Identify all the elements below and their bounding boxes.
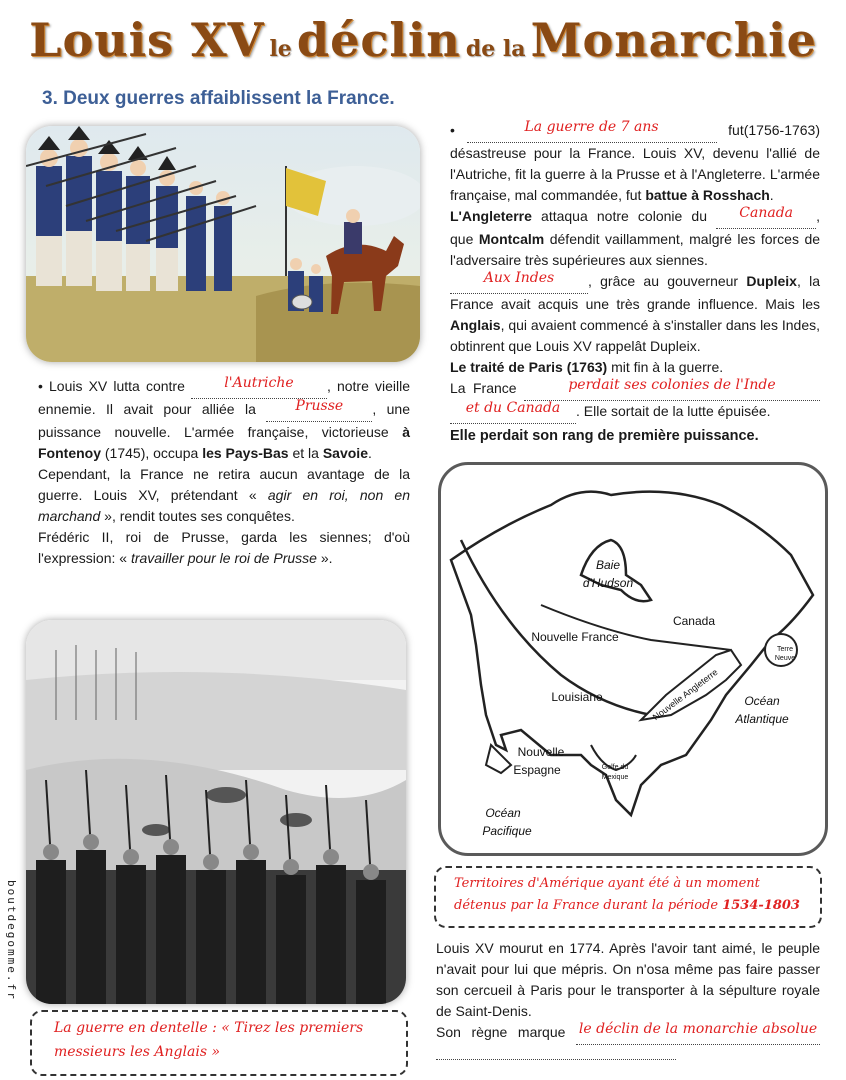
label-nouvelle: Nouvelle [517, 745, 565, 759]
blank-extra-line [436, 1049, 676, 1060]
label-canada: Canada [672, 614, 716, 628]
bottom-text [436, 938, 820, 1066]
paragraph-guerre-7-ans: • La guerre de 7 ans (1756-1763) fut désastreuse pour la France. Louis XV, devenu l'allié de l'Autriche, fit la guerre à la Prusse et à l'Angleterre. L'armée française, mal commandée, fut battue à Rosshach. [450, 119, 820, 203]
label-nouvelle-angleterre: Nouvelle Angleterre [650, 666, 720, 723]
map-caption-line-2: détenus par la France durant la période 1534-1803 [454, 898, 800, 913]
engraving-caption-line-2: messieurs les Anglais » [54, 1044, 221, 1060]
label-espagne: Espagne [513, 763, 561, 777]
paragraph-traite-paris: Le traité de Paris (1763) mit fin à la guerre. La France perdait ses colonies de l'Inde et du Canada . Elle sortait de la lutte épuisée. [450, 357, 820, 424]
label-golfe-2: Mexique [601, 774, 629, 781]
map-caption-box [434, 866, 822, 928]
blank-canada-2: et du Canada [450, 401, 576, 424]
label-pacifique: Pacifique [482, 824, 532, 838]
title-de-la: de la [465, 36, 526, 62]
paragraph-frederic: Frédéric II, roi de Prusse, garda les siennes; d'où l'expression: « travailler pour le roi de Prusse ». [38, 529, 410, 566]
label-golfe-1: Golfe du [601, 764, 629, 771]
paragraph-indes: Aux Indes , grâce au gouverneur Dupleix, la France avait acquis une très grande influence. Mais les Anglais, qui avaient commencé à s'installer dans les Indes, obtinrent que Louis XV rappelât Dupleix. [450, 270, 821, 354]
blank-autriche: l'Autriche [191, 376, 327, 399]
label-ocean-atl-1: Océan [744, 694, 780, 708]
title-le: le [269, 36, 292, 62]
paragraph-regne: Son règne marque le déclin de la monarchie absolue [436, 1022, 820, 1066]
left-column-text [38, 376, 410, 569]
title-declin: déclin [296, 13, 461, 67]
engraving-caption-line-1: La guerre en dentelle : « Tirez les premiers [54, 1020, 364, 1036]
blank-colonies: perdait ses colonies de l'Inde [524, 378, 820, 401]
blank-indes: Aux Indes [450, 271, 588, 294]
paragraph-autriche: • Louis XV lutta contre l'Autriche , notre vieille ennemie. Il avait pour alliée la Prusse , une puissance nouvelle. L'armée française, victorieuse à Fontenoy (1745), occupa les Pays-Bas et la Savoie. [38, 375, 411, 461]
page-title [0, 0, 846, 80]
america-map [438, 462, 828, 856]
label-louisiane: Louisiane [551, 690, 603, 704]
engraving-illustration [26, 620, 406, 1004]
paragraph-rang: Elle perdait son rang de première puissance. [450, 428, 759, 444]
right-column-text [450, 120, 820, 447]
title-monarchie: Monarchie [530, 13, 817, 67]
label-hudson: d'Hudson [582, 576, 634, 590]
section-heading: 3. Deux guerres affaiblissent la France. [42, 88, 395, 109]
title-louis: Louis XV [29, 13, 265, 67]
label-neuve: Neuve [774, 655, 796, 662]
paragraph-angleterre: L'Angleterre attaqua notre colonie du Canada , que Montcalm défendit vaillamment, malgré les forces de l'adversaire très supérieures aux siennes. [450, 205, 821, 268]
label-baie: Baie [595, 558, 621, 572]
blank-canada: Canada [716, 206, 816, 229]
paragraph-cependant: Cependant, la France ne retira aucun avantage de la guerre. Louis XV, prétendant « agir en roi, non en marchand », rendit toutes ses conquêtes. [38, 466, 411, 524]
blank-declin: le déclin de la monarchie absolue [576, 1022, 820, 1045]
watermark: boutdegomme.fr [5, 880, 18, 1001]
map-caption-line-1: Territoires d'Amérique ayant été à un moment [454, 876, 760, 891]
battle-illustration [26, 126, 420, 362]
blank-guerre-7-ans: La guerre de 7 ans [467, 120, 717, 143]
label-nouvelle-france: Nouvelle France [531, 630, 619, 644]
label-terre: Terre [777, 646, 793, 653]
blank-prusse: Prusse [266, 399, 372, 422]
label-atlantique: Atlantique [735, 712, 789, 726]
label-ocean-pac-1: Océan [485, 806, 521, 820]
engraving-caption-box [30, 1010, 408, 1076]
paragraph-mort-louis-xv: Louis XV mourut en 1774. Après l'avoir tant aimé, le peuple n'avait pour lui que mépris. On n'osa même pas faire passer son cercueil à Paris pour le transporter à la sépulture royale de Saint-Denis. [436, 940, 820, 1019]
